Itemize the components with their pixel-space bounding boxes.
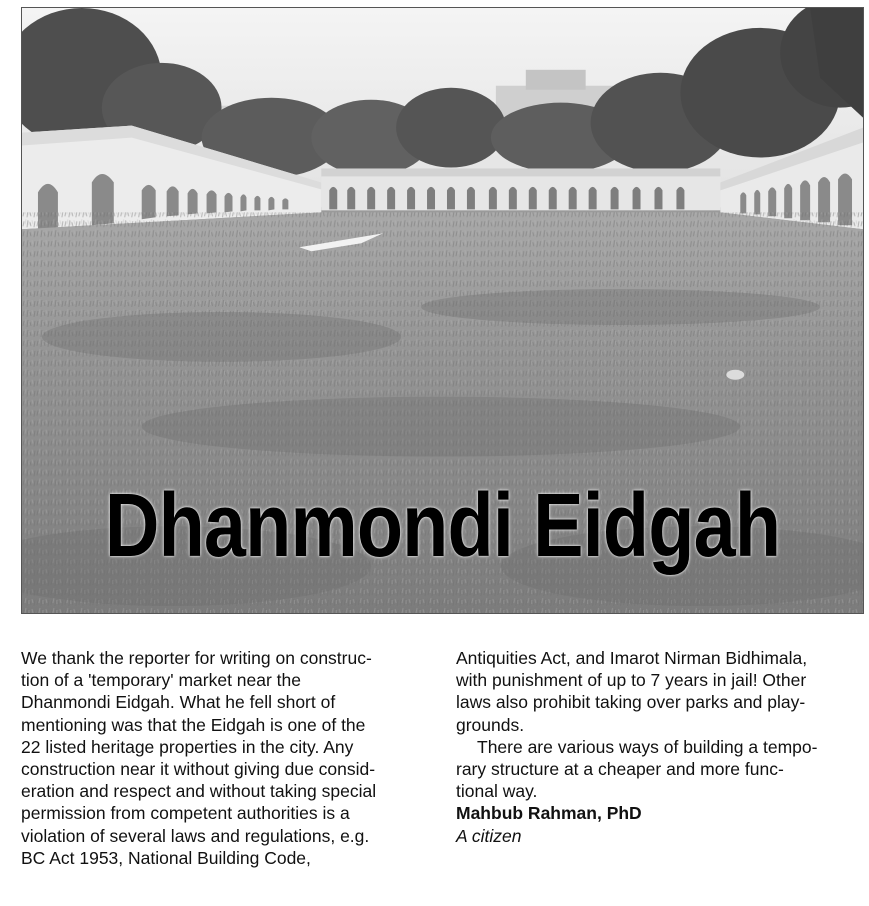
text-line: tional way.: [456, 781, 538, 802]
text-line: violation of several laws and regulations, e.g.: [21, 825, 370, 846]
text-line: Dhanmondi Eidgah. What he fell short of: [21, 692, 336, 713]
back-wall: [321, 168, 720, 210]
text-line: We thank the reporter for writing on construc-: [21, 648, 372, 668]
eidgah-photo: [21, 7, 864, 614]
text-line: laws also prohibit taking over parks and play-: [456, 692, 806, 713]
author-name: Mahbub Rahman, PhD: [456, 803, 642, 824]
text-line: tion of a 'temporary' market near the: [21, 670, 302, 691]
letter-column-1: [21, 647, 429, 869]
text-line: 22 listed heritage properties in the city. Any: [21, 736, 354, 757]
letter-paragraph-1: [21, 647, 429, 869]
text-line: There are various ways of building a tempo-: [477, 736, 818, 757]
text-line: eration and respect and without taking special: [21, 781, 377, 802]
text-line: permission from competent authorities is a: [21, 803, 350, 824]
letter-paragraph-2: [456, 736, 866, 803]
text-line: construction near it without giving due consid-: [21, 759, 376, 780]
headline: Dhanmondi Eidgah: [104, 476, 781, 576]
author-affiliation: A citizen: [456, 825, 522, 846]
text-line: with punishment of up to 7 years in jail! Other: [456, 670, 807, 691]
letter-column-2: [456, 647, 866, 869]
text-line: BC Act 1953, National Building Code,: [21, 847, 311, 868]
text-line: rary structure at a cheaper and more func-: [456, 759, 784, 780]
text-line: Antiquities Act, and Imarot Nirman Bidhimala,: [456, 648, 808, 668]
text-line: mentioning was that the Eidgah is one of the: [21, 714, 366, 735]
letter-paragraph-1-continued: [456, 647, 866, 736]
text-line: grounds.: [456, 714, 525, 735]
letter-body: [21, 647, 866, 869]
